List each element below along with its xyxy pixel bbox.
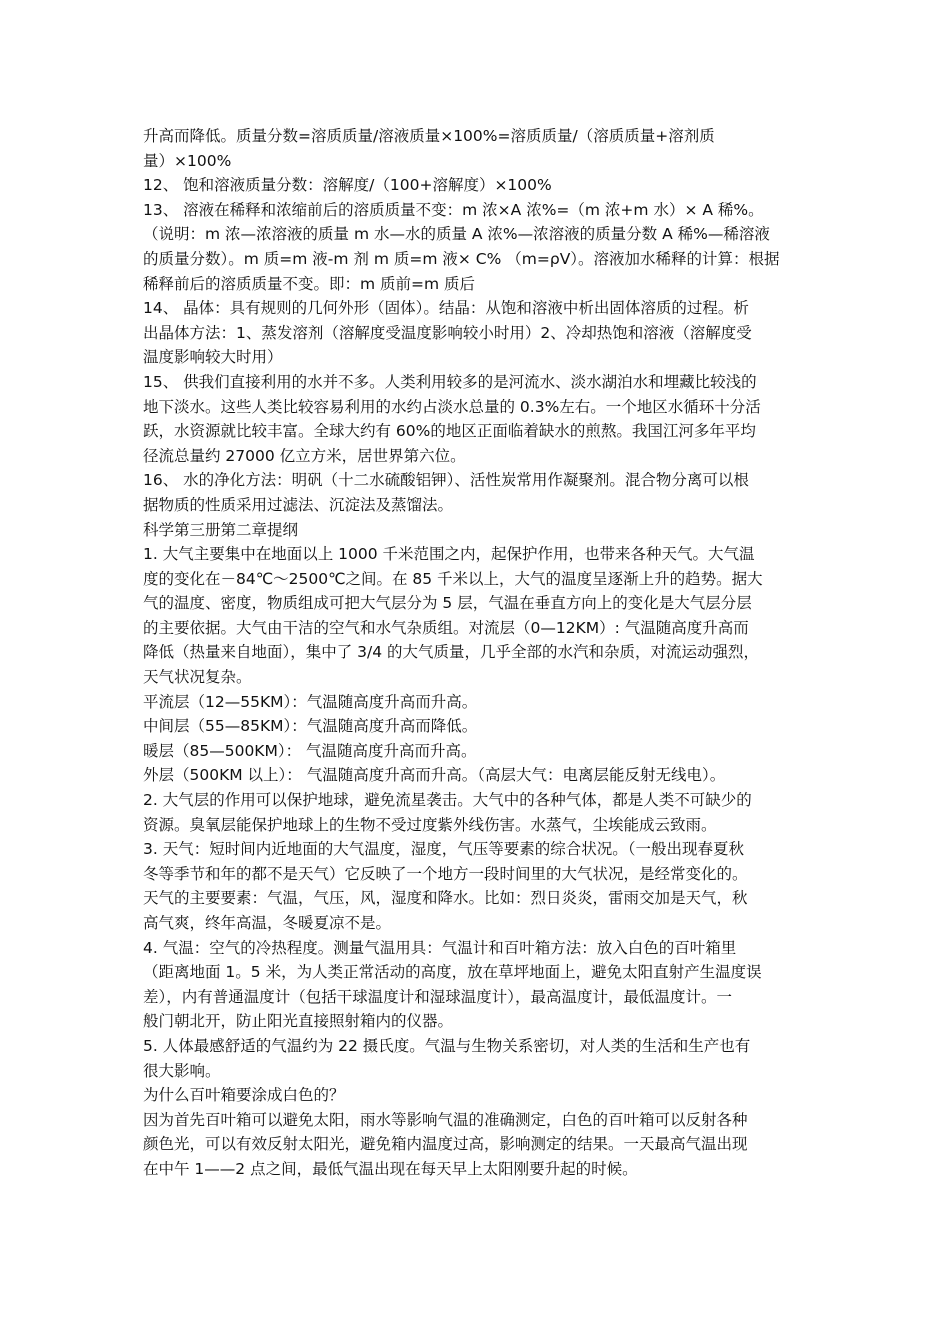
text-line: 15、 供我们直接利用的水并不多。人类利用较多的是河流水、淡水湖泊水和埋藏比较浅的 [143,372,757,391]
text-line: 出晶体方法：1、蒸发溶剂（溶解度受温度影响较小时用）2、冷却热饱和溶液（溶解度受 [143,323,752,342]
text-line: 中间层（55—85KM）：气温随高度升高而降低。 [143,717,478,736]
text-line: 平流层（12—55KM）：气温随高度升高而升高。 [143,692,478,711]
text-line: 般门朝北开，防止阳光直接照射箱内的仪器。 [143,1012,454,1031]
text-line: 稀释前后的溶质质量不变。即：m 质前=m 质后 [143,274,476,293]
text-line: 13、 溶液在稀释和浓缩前后的溶质质量不变：m 浓×A 浓%=（m 浓+m 水）× A 稀%。 [143,200,764,219]
text-line: 外层（500KM 以上）： 气温随高度升高而升高。（高层大气：电离层能反射无线电）。 [143,766,726,785]
text-line: 2. 大气层的作用可以保护地球，避免流星袭击。大气中的各种气体，都是人类不可缺少的 [143,791,752,810]
text-line: 气的温度、密度，物质组成可把大气层分为 5 层，气温在垂直方向上的变化是大气层分层 [143,594,752,613]
document-body [143,124,811,1182]
text-line: 降低（热量来自地面），集中了 3/4 的大气质量，几乎全部的水汽和杂质，对流运动强烈， [143,643,760,662]
text-line: 1. 大气主要集中在地面以上 1000 千米范围之内，起保护作用，也带来各种天气。大气温 [143,545,755,564]
text-line: 差），内有普通温度计（包括干球温度计和湿球温度计），最高温度计，最低温度计。一 [143,987,733,1006]
text-line: 5. 人体最感舒适的气温约为 22 摄氏度。气温与生物关系密切，对人类的生活和生产也有 [143,1036,751,1055]
text-line: 天气状况复杂。 [143,668,252,687]
text-line: （说明：m 浓—浓溶液的质量 m 水—水的质量 A 浓%—浓溶液的质量分数 A 稀%—稀溶液 [143,225,770,244]
text-line: 3. 天气：短时间内近地面的大气温度，湿度，气压等要素的综合状况。（一般出现春夏秋 [143,840,744,859]
text-line: 度的变化在－84℃～2500℃之间。在 85 千米以上，大气的温度呈逐渐上升的趋势。据大 [143,569,763,588]
text-line: 径流总量约 27000 亿立方米，居世界第六位。 [143,446,466,465]
text-line: 科学第三册第二章提纲 [143,520,299,539]
text-line: 高气爽，终年高温，冬暖夏凉不是。 [143,914,392,932]
text-line: 温度影响较大时用） [143,348,283,367]
text-line: 升高而降低。质量分数=溶质质量/溶液质量×100%=溶质质量/（溶质质量+溶剂质 [143,127,715,145]
text-line: 的质量分数）。m 质=m 液-m 剂 m 质=m 液× C% （m=ρV）。溶液加水稀释的计算：根据 [143,249,780,268]
text-line: （距离地面 1。5 米，为人类正常活动的高度，放在草坪地面上，避免太阳直射产生温度误 [143,963,762,982]
text-line: 据物质的性质采用过滤法、沉淀法及蒸馏法。 [143,495,454,514]
text-line: 跃，水资源就比较丰富。全球大约有 60%的地区正面临着缺水的煎熬。我国江河多年平均 [143,422,756,441]
text-line: 颜色光，可以有效反射太阳光，避免箱内温度过高，影响测定的结果。一天最高气温出现 [143,1135,748,1154]
text-line: 冬等季节和年的都不是天气）它反映了一个地方一段时间里的大气状况，是经常变化的。 [143,864,748,883]
text-line: 14、 晶体：具有规则的几何外形（固体）。结晶：从饱和溶液中析出固体溶质的过程。析 [143,299,749,318]
text-line: 资源。臭氧层能保护地球上的生物不受过度紫外线伤害。水蒸气，尘埃能成云致雨。 [143,815,717,834]
text-line: 12、 饱和溶液质量分数：溶解度/（100+溶解度）×100% [143,176,552,195]
text-line: 很大影响。 [143,1061,221,1080]
text-line: 量）×100% [143,151,232,170]
text-line: 天气的主要要素：气温，气压，风，湿度和降水。比如：烈日炎炎，雷雨交加是天气，秋 [143,889,748,908]
text-line: 为什么百叶箱要涂成白色的？ [143,1086,345,1105]
text-line: 因为首先百叶箱可以避免太阳，雨水等影响气温的准确测定，白色的百叶箱可以反射各种 [143,1110,748,1129]
text-line: 在中午 1——2 点之间，最低气温出现在每天早上太阳刚要升起的时候。 [143,1159,638,1178]
text-line: 地下淡水。这些人类比较容易利用的水约占淡水总量的 0.3%左右。一个地区水循环十分活 [143,397,761,416]
text-line: 16、 水的净化方法：明矾（十二水硫酸铝钾）、活性炭常用作凝聚剂。混合物分离可以根 [143,471,749,490]
text-line: 4. 气温：空气的冷热程度。测量气温用具：气温计和百叶箱方法：放入白色的百叶箱里 [143,938,737,957]
text-line: 的主要依据。大气由干洁的空气和水气杂质组。对流层（0—12KM）: 气温随高度升高而 [143,618,749,637]
text-line: 暖层（85—500KM）： 气温随高度升高而升高。 [143,741,477,760]
